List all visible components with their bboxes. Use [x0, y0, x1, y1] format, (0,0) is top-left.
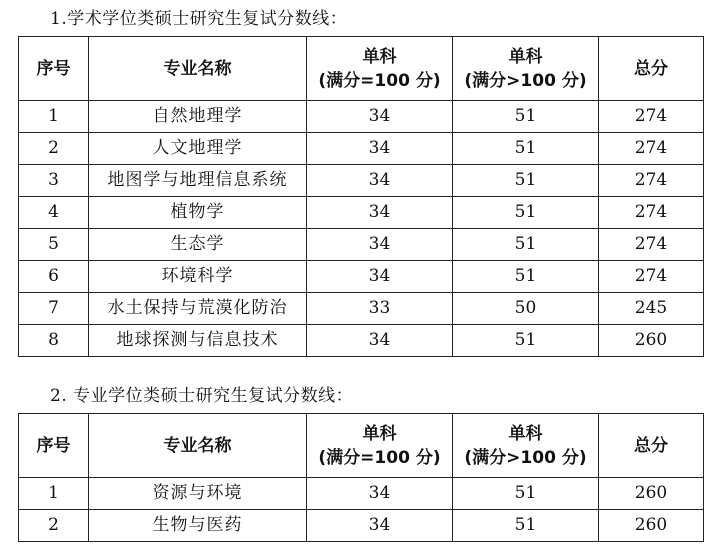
cell-single-over-100: 51	[453, 165, 599, 197]
cell-no: 2	[19, 133, 89, 165]
cell-single-over-100: 50	[453, 293, 599, 325]
table-row	[19, 229, 704, 261]
table-row	[19, 325, 704, 357]
header-total: 总分	[599, 414, 704, 478]
table-row	[19, 101, 704, 133]
cell-total: 260	[599, 325, 704, 357]
header-single-100-line1: 单科	[362, 46, 397, 67]
cell-no: 4	[19, 197, 89, 229]
cell-no: 2	[19, 510, 89, 542]
cell-total: 260	[599, 478, 704, 510]
cell-total: 274	[599, 261, 704, 293]
header-single-100-line2: (满分=100 分)	[318, 70, 441, 91]
cell-total: 274	[599, 229, 704, 261]
table-row	[19, 133, 704, 165]
cell-single-over-100: 51	[453, 229, 599, 261]
header-name: 专业名称	[89, 414, 307, 478]
header-single-100-line1: 单科	[362, 423, 397, 444]
cell-single-over-100: 51	[453, 325, 599, 357]
cell-single-100: 34	[307, 325, 453, 357]
section-title-professional: 2. 专业学位类硕士研究生复试分数线：	[50, 386, 354, 406]
cell-total: 274	[599, 197, 704, 229]
cell-single-over-100: 51	[453, 510, 599, 542]
cell-single-over-100: 51	[453, 261, 599, 293]
cell-total: 274	[599, 165, 704, 197]
header-no: 序号	[19, 414, 89, 478]
cell-total: 245	[599, 293, 704, 325]
cell-name: 地球探测与信息技术	[89, 325, 307, 357]
table-row	[19, 197, 704, 229]
cell-no: 1	[19, 478, 89, 510]
header-single-100	[307, 414, 453, 478]
table-row	[19, 510, 704, 542]
section-title-academic: 1.学术学位类硕士研究生复试分数线：	[50, 9, 348, 29]
header-total: 总分	[599, 37, 704, 101]
cell-single-100: 34	[307, 478, 453, 510]
cell-single-100: 34	[307, 101, 453, 133]
table-row	[19, 261, 704, 293]
cell-single-100: 34	[307, 261, 453, 293]
cell-no: 5	[19, 229, 89, 261]
header-single-over-100-line1: 单科	[508, 46, 543, 67]
cell-name: 地图学与地理信息系统	[89, 165, 307, 197]
score-table-professional	[18, 413, 704, 542]
cell-single-over-100: 51	[453, 101, 599, 133]
cell-name: 环境科学	[89, 261, 307, 293]
cell-single-100: 33	[307, 293, 453, 325]
cell-no: 3	[19, 165, 89, 197]
cell-single-over-100: 51	[453, 478, 599, 510]
header-no: 序号	[19, 37, 89, 101]
cell-no: 6	[19, 261, 89, 293]
cell-single-100: 34	[307, 165, 453, 197]
cell-single-100: 34	[307, 197, 453, 229]
header-single-over-100-line2: (满分>100 分)	[464, 70, 587, 91]
cell-total: 274	[599, 133, 704, 165]
cell-single-100: 34	[307, 229, 453, 261]
cell-name: 自然地理学	[89, 101, 307, 133]
header-single-over-100-line2: (满分>100 分)	[464, 447, 587, 468]
cell-name: 植物学	[89, 197, 307, 229]
header-single-over-100	[453, 37, 599, 101]
header-single-100	[307, 37, 453, 101]
cell-total: 274	[599, 101, 704, 133]
table-row	[19, 293, 704, 325]
cell-name: 生物与医药	[89, 510, 307, 542]
cell-single-over-100: 51	[453, 197, 599, 229]
cell-total: 260	[599, 510, 704, 542]
cell-name: 生态学	[89, 229, 307, 261]
cell-no: 7	[19, 293, 89, 325]
header-single-100-line2: (满分=100 分)	[318, 447, 441, 468]
header-single-over-100	[453, 414, 599, 478]
cell-name: 人文地理学	[89, 133, 307, 165]
table-row	[19, 165, 704, 197]
cell-no: 1	[19, 101, 89, 133]
header-name: 专业名称	[89, 37, 307, 101]
header-single-over-100-line1: 单科	[508, 423, 543, 444]
cell-no: 8	[19, 325, 89, 357]
cell-single-over-100: 51	[453, 133, 599, 165]
table-row	[19, 478, 704, 510]
cell-single-100: 34	[307, 133, 453, 165]
table-header-row	[19, 37, 704, 101]
cell-name: 资源与环境	[89, 478, 307, 510]
score-table-academic	[18, 36, 704, 357]
cell-name: 水土保持与荒漠化防治	[89, 293, 307, 325]
table-header-row	[19, 414, 704, 478]
cell-single-100: 34	[307, 510, 453, 542]
